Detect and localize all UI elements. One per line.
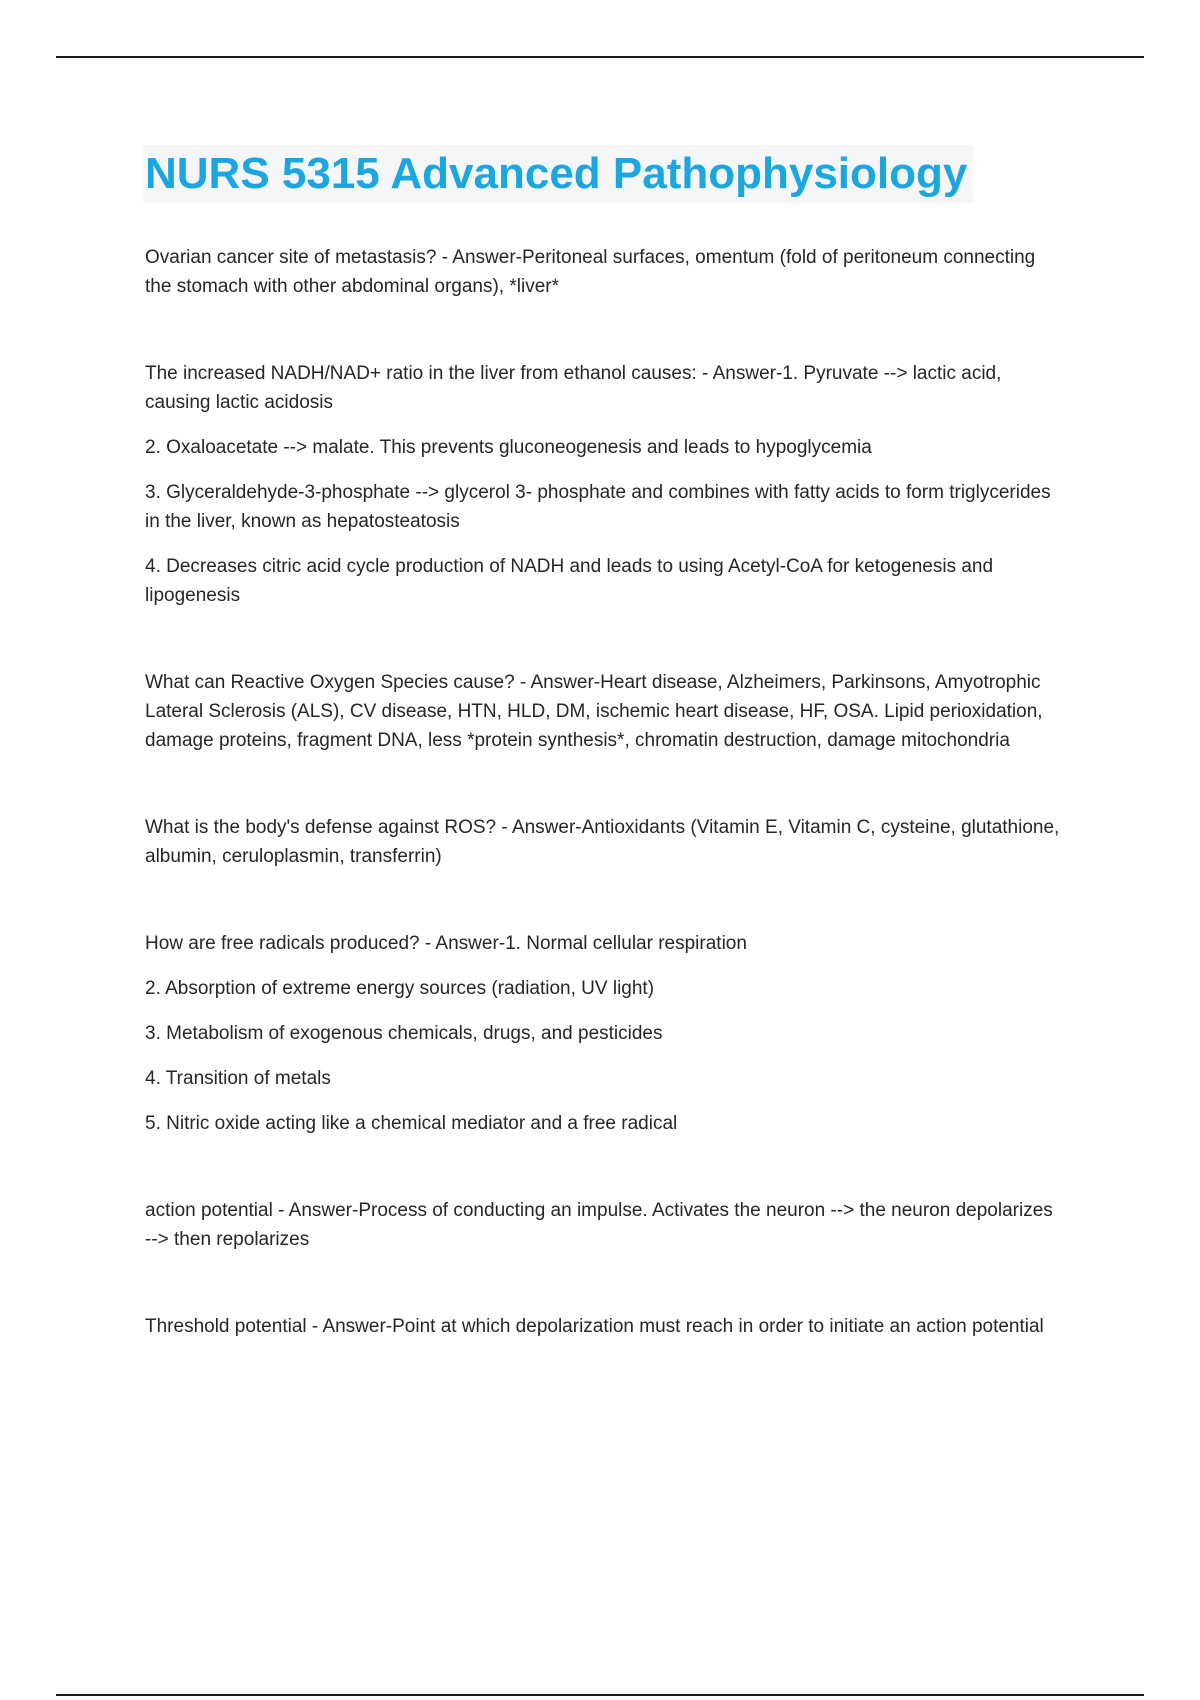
qa-paragraph: 2. Absorption of extreme energy sources (radiation, UV light) <box>145 978 655 999</box>
qa-list <box>145 243 1060 1341</box>
qa-item <box>145 359 1060 610</box>
qa-paragraph: 2. Oxaloacetate --> malate. This prevents gluconeogenesis and leads to hypoglycemia <box>145 437 872 458</box>
title-banner <box>143 145 973 203</box>
qa-paragraph: 5. Nitric oxide acting like a chemical mediator and a free radical <box>145 1113 678 1134</box>
qa-paragraph: action potential - Answer-Process of conducting an impulse. Activates the neuron --> the neuron depolarizes --> then repolarizes <box>145 1200 1053 1250</box>
header-rule <box>56 56 1144 58</box>
qa-paragraph: What is the body's defense against ROS? - Answer-Antioxidants (Vitamin E, Vitamin C, cysteine, glutathione, albumin, ceruloplasmin, transferrin) <box>145 817 1060 867</box>
qa-item <box>145 668 1060 755</box>
qa-paragraph: 3. Glyceraldehyde-3-phosphate --> glycerol 3- phosphate and combines with fatty acids to form triglycerides in the liver, known as hepatosteatosis <box>145 482 1051 532</box>
qa-paragraph: 4. Decreases citric acid cycle production of NADH and leads to using Acetyl-CoA for ketogenesis and lipogenesis <box>145 556 994 606</box>
qa-paragraph: 4. Transition of metals <box>145 1068 331 1089</box>
document-body <box>145 145 1060 1399</box>
qa-item <box>145 1312 1060 1341</box>
qa-item <box>145 1196 1060 1254</box>
qa-item <box>145 243 1060 301</box>
qa-paragraph: 3. Metabolism of exogenous chemicals, drugs, and pesticides <box>145 1023 663 1044</box>
qa-paragraph: The increased NADH/NAD+ ratio in the liver from ethanol causes: - Answer-1. Pyruvate --> lactic acid, causing lactic acidosis <box>145 363 1002 413</box>
footer-rule <box>56 1694 1144 1696</box>
qa-paragraph: What can Reactive Oxygen Species cause? - Answer-Heart disease, Alzheimers, Parkinsons, Amyotrophic Lateral Sclerosis (ALS), CV disease, HTN, HLD, DM, ischemic heart disease, HF, OSA. Lipid perioxidation, damage proteins, fragment DNA, less *protein synthesis*, chromatin destruction, damage mitochondria <box>145 672 1043 751</box>
qa-item <box>145 929 1060 1138</box>
qa-paragraph: Threshold potential - Answer-Point at which depolarization must reach in order to initiate an action potential <box>145 1316 1044 1337</box>
qa-paragraph: How are free radicals produced? - Answer-1. Normal cellular respiration <box>145 933 747 954</box>
document-title: NURS 5315 Advanced Pathophysiology <box>145 149 968 198</box>
qa-item <box>145 813 1060 871</box>
qa-paragraph: Ovarian cancer site of metastasis? - Answer-Peritoneal surfaces, omentum (fold of peritoneum connecting the stomach with other abdominal organs), *liver* <box>145 247 1036 297</box>
